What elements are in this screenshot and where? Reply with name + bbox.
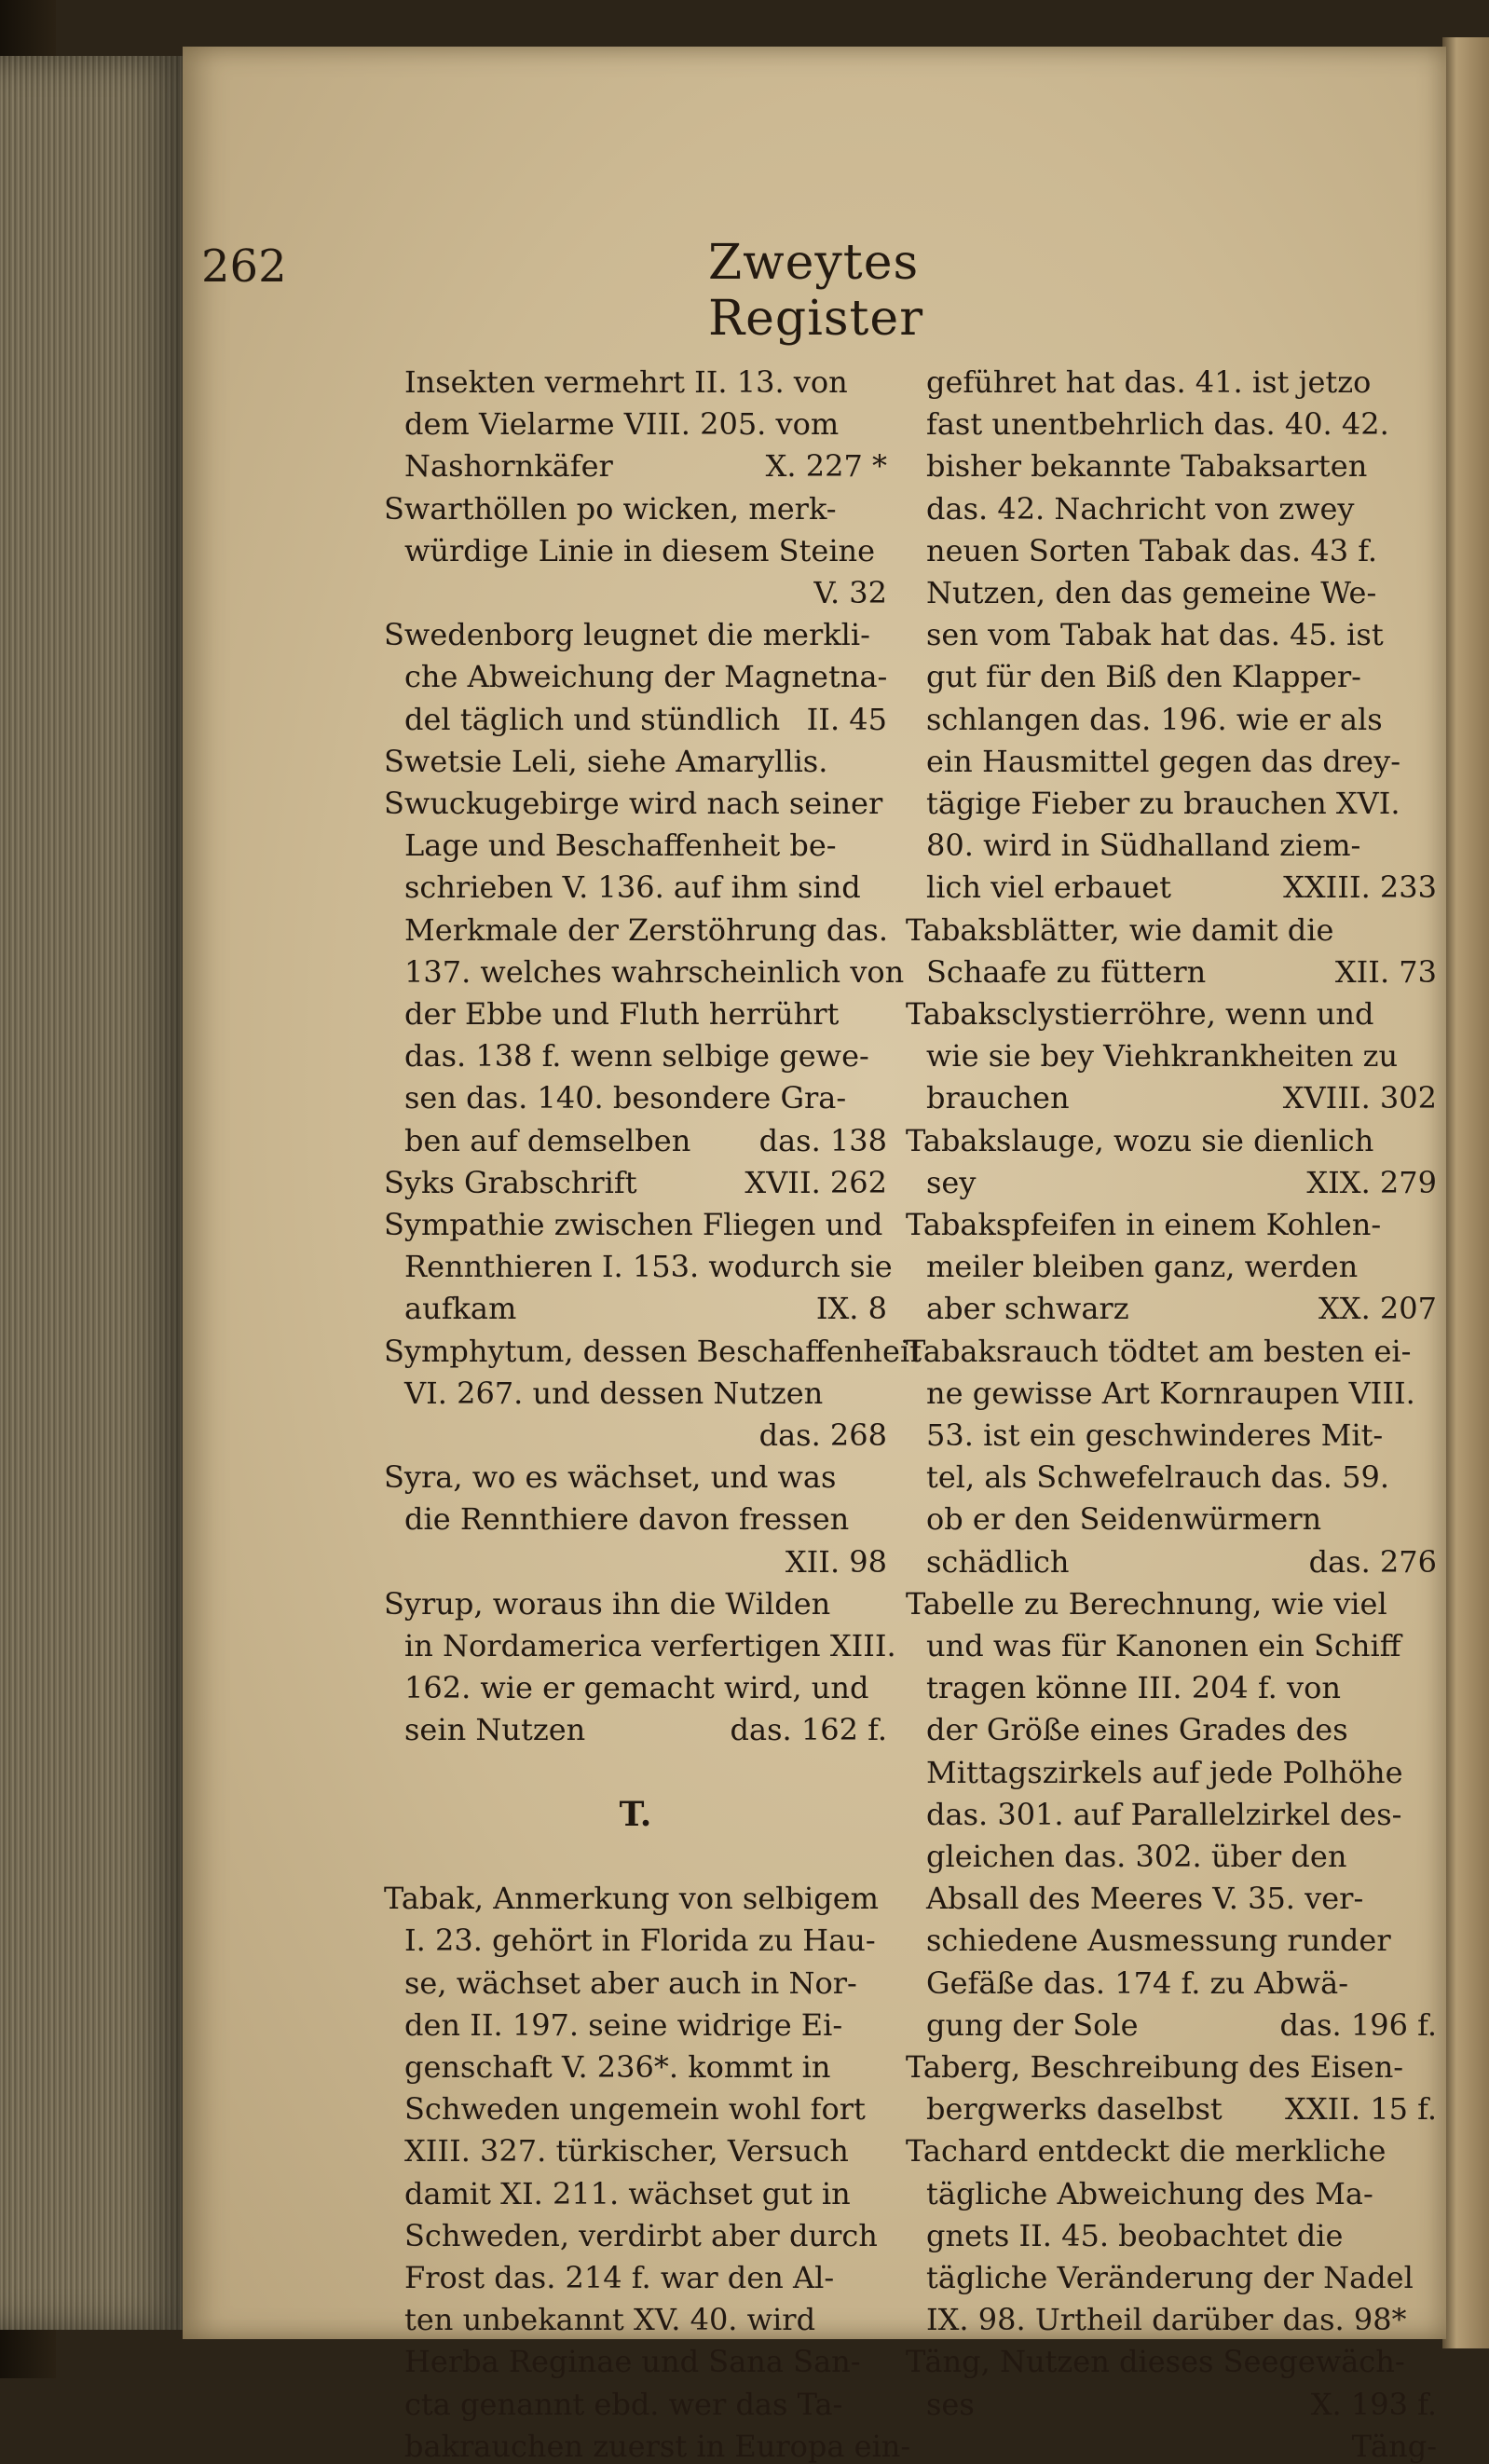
index-line: [384, 1039, 887, 1073]
index-line-reference: IX. 8: [815, 1291, 887, 1327]
index-line: [384, 2177, 887, 2211]
index-line: [384, 407, 887, 441]
index-line-text: 53. ist ein geschwinderes Mit-: [926, 1417, 1384, 1453]
index-line-text: del täglich und stündlich: [404, 701, 781, 737]
index-line: [906, 449, 1437, 483]
index-line-text: Gefäße das. 174 f. zu Abwä-: [926, 1964, 1349, 2001]
index-line-text: sen das. 140. besondere Gra-: [404, 1080, 847, 1116]
index-line: [906, 2345, 1437, 2378]
index-line-text: schrieben V. 136. auf ihm sind: [404, 869, 861, 906]
index-line-reference: XXIII. 233: [1283, 869, 1437, 906]
index-line: [906, 1882, 1437, 1915]
index-line: [384, 2092, 887, 2126]
index-line-reference: X. 193 f.: [1310, 2386, 1437, 2422]
index-line-text: ne gewisse Art Kornraupen VIII.: [926, 1375, 1415, 1411]
index-line-reference: XVIII. 302: [1282, 1080, 1437, 1116]
index-line-text: che Abweichung der Magnetna-: [404, 659, 888, 695]
index-line-text: 80. wird in Südhalland ziem-: [926, 828, 1361, 864]
index-line: [906, 1124, 1437, 1157]
index-line-text: gut für den Biß den Klapper-: [926, 659, 1361, 695]
index-line: [384, 2008, 887, 2042]
index-line-text: Schweden, verdirbt aber durch: [404, 2217, 878, 2253]
index-line: [384, 997, 887, 1031]
index-line-reference: XX. 207: [1318, 1291, 1437, 1327]
index-line-text: ses: [926, 2386, 975, 2422]
index-line: [906, 1545, 1437, 1579]
index-line-text: Lage und Beschaffenheit be-: [404, 828, 837, 864]
index-line-reference: das. 138: [758, 1122, 887, 1158]
index-line-text: meiler bleiben ganz, werden: [926, 1249, 1359, 1285]
index-line-text: Swetsie Leli, siehe Amaryllis.: [384, 743, 828, 779]
index-line-text: Tachard entdeckt die merkliche: [906, 2133, 1387, 2170]
index-line-reference: X. 227 *: [765, 448, 887, 485]
index-line: [906, 2430, 1437, 2463]
index-line: [906, 1966, 1437, 2000]
index-line: [384, 2388, 887, 2421]
index-line-text: Nutzen, den das gemeine We-: [926, 575, 1377, 610]
index-line-text: Tabak, Anmerkung von selbigem: [384, 1881, 879, 1917]
index-line: [906, 2092, 1437, 2126]
index-line-text: 162. wie er gemacht wird, und: [404, 1670, 869, 1706]
index-line: [906, 618, 1437, 651]
index-line-text: XIII. 327. türkischer, Versuch: [404, 2133, 849, 2170]
index-line-text: Frost das. 214 f. war den Al-: [404, 2260, 835, 2295]
index-line: [384, 618, 887, 651]
index-line-reference: Täng-: [1351, 2428, 1437, 2464]
index-line: [906, 703, 1437, 736]
index-line-text: und was für Kanonen ein Schiff: [926, 1628, 1401, 1663]
index-line: [384, 492, 887, 526]
index-line-text: gung der Sole: [926, 2006, 1139, 2043]
index-line: [906, 1671, 1437, 1704]
index-line: [906, 407, 1437, 441]
index-line: [384, 870, 887, 904]
index-line: [906, 1460, 1437, 1494]
index-line-text: Mittagszirkels auf jede Polhöhe: [926, 1754, 1403, 1790]
index-line-text: das. 138 f. wenn selbige gewe-: [404, 1038, 869, 1075]
index-line-text: VI. 267. und dessen Nutzen: [404, 1375, 824, 1411]
index-line-reference: XVII. 262: [744, 1164, 887, 1200]
index-line-text: cta genannt ebd. wer das Ta-: [404, 2386, 843, 2422]
index-line-text: lich viel erbauet: [926, 869, 1172, 906]
index-line: [384, 365, 887, 399]
index-line: [384, 2050, 887, 2084]
index-line: [384, 1840, 887, 1873]
index-line-text: sein Nutzen: [404, 1712, 586, 1748]
page-block-edge: [0, 56, 191, 2330]
index-line-text: ten unbekannt XV. 40. wird: [404, 2302, 816, 2338]
index-line: [906, 913, 1437, 947]
index-line-text: ob er den Seidenwürmern: [926, 1501, 1322, 1538]
index-line: [906, 534, 1437, 568]
index-line-text: tägliche Veränderung der Nadel: [926, 2260, 1414, 2295]
index-line-text: neuen Sorten Tabak das. 43 f.: [926, 532, 1378, 568]
index-line-text: Syra, wo es wächset, und was: [384, 1459, 837, 1496]
index-line: [384, 1376, 887, 1410]
index-line-text: T.: [619, 1794, 652, 1834]
index-line: [906, 745, 1437, 778]
index-line-text: geführet hat das. 41. ist jetzo: [926, 364, 1372, 400]
index-line: [384, 828, 887, 862]
index-line-text: Symphytum, dessen Beschaffenheit: [384, 1333, 922, 1369]
index-line: [384, 2219, 887, 2252]
index-line: [906, 1335, 1437, 1368]
index-line: [906, 2134, 1437, 2168]
index-line: [906, 1756, 1437, 1789]
index-line-reference: V. 32: [813, 575, 887, 610]
index-line-text: bisher bekannte Tabaksarten: [926, 448, 1368, 485]
index-line: [906, 1039, 1437, 1073]
index-line-text: das. 301. auf Parallelzirkel des-: [926, 1796, 1402, 1832]
index-line: [384, 1882, 887, 1915]
index-line-text: aufkam: [404, 1291, 517, 1327]
index-line: [384, 2428, 911, 2464]
index-line-text: der Ebbe und Fluth herrührt: [404, 996, 840, 1032]
index-line-reference: das. 268: [758, 1417, 887, 1453]
index-line: [384, 1460, 887, 1494]
index-line-text: 137. welches wahrscheinlich von: [404, 953, 905, 990]
index-line-reference: XXII. 15 f.: [1285, 2091, 1437, 2128]
index-line-text: Merkmale der Zerstöhrung das.: [404, 911, 888, 948]
index-line-text: in Nordamerica verfertigen XIII.: [404, 1628, 896, 1663]
index-line-text: Tabakspfeifen in einem Kohlen-: [906, 1207, 1382, 1242]
index-line-text: sen vom Tabak hat das. 45. ist: [926, 617, 1384, 653]
index-line-text: Swarthöllen po wicken, merk-: [384, 490, 837, 527]
index-line-reference: XIX. 279: [1306, 1164, 1437, 1200]
index-line-text: würdige Linie in diesem Steine: [404, 532, 876, 568]
index-line: [906, 1081, 1437, 1115]
index-line: [384, 953, 905, 990]
index-line: [906, 1629, 1437, 1663]
index-line: [384, 1923, 887, 1957]
index-line: [384, 703, 887, 736]
index-line: [906, 2388, 1437, 2421]
index-line-text: ein Hausmittel gegen das drey-: [926, 743, 1400, 779]
index-line-text: sey: [926, 1164, 977, 1200]
index-line-reference: II. 45: [806, 701, 887, 737]
running-head: Zweytes Register: [708, 235, 924, 347]
index-line-text: brauchen: [926, 1080, 1070, 1116]
index-line: [906, 1587, 1437, 1621]
index-line: [384, 1628, 896, 1663]
index-line: [906, 1292, 1437, 1325]
index-line: [384, 1794, 887, 1834]
index-line-reference: XII. 98: [785, 1543, 887, 1580]
index-line-text: IX. 98. Urtheil darüber das. 98*: [926, 2302, 1407, 2338]
index-line: [384, 1124, 887, 1157]
index-line-text: wie sie bey Viehkrankheiten zu: [926, 1038, 1399, 1075]
index-line-text: damit XI. 211. wächset gut in: [404, 2175, 851, 2211]
index-line: [384, 913, 887, 947]
index-line-reference: das. 276: [1308, 1543, 1437, 1580]
index-line: [384, 449, 887, 483]
index-line-text: dem Vielarme VIII. 205. vom: [404, 406, 840, 443]
index-line: [906, 1798, 1437, 1831]
index-line: [384, 1166, 887, 1199]
index-line: [906, 1166, 1437, 1199]
index-line-text: Tabaksclystierröhre, wenn und: [906, 996, 1374, 1032]
index-line-text: Täng, Nutzen dieses Seegewäch-: [906, 2344, 1405, 2380]
index-line: [906, 997, 1437, 1031]
index-line: [906, 365, 1437, 399]
index-line-reference: das. 162 f.: [730, 1712, 887, 1748]
index-line-text: gleichen das. 302. über den: [926, 1839, 1347, 1874]
index-line-text: se, wächset aber auch in Nor-: [404, 1964, 857, 2001]
index-line-text: schlangen das. 196. wie er als: [926, 701, 1383, 737]
index-line-text: genschaft V. 236*. kommt in: [404, 2049, 831, 2085]
index-line: [384, 1502, 887, 1536]
index-line-text: Absall des Meeres V. 35. ver-: [926, 1881, 1364, 1917]
index-line: [384, 745, 887, 778]
index-line: [906, 870, 1437, 904]
index-line-text: Tabaksblätter, wie damit die: [906, 911, 1334, 948]
index-line: [384, 1545, 887, 1579]
index-line: [384, 1333, 922, 1369]
index-line: [384, 2345, 887, 2378]
index-line-text: Syrup, woraus ihn die Wilden: [384, 1585, 831, 1622]
index-line: [906, 1376, 1437, 1410]
index-line: [384, 1249, 893, 1285]
index-line: [384, 787, 887, 820]
index-line: [906, 1923, 1437, 1957]
index-line: [906, 576, 1437, 609]
index-line-text: Schweden ungemein wohl fort: [404, 2091, 866, 2128]
index-line-text: tel, als Schwefelrauch das. 59.: [926, 1459, 1389, 1496]
index-line-text: Swedenborg leugnet die merkli-: [384, 617, 870, 653]
index-line: [906, 955, 1437, 989]
index-line: [384, 534, 887, 568]
index-line-text: bergwerks daselbst: [926, 2091, 1223, 2128]
index-line: [384, 1966, 887, 2000]
index-line: [384, 1418, 887, 1452]
index-line-text: Taberg, Beschreibung des Eisen-: [906, 2049, 1404, 2085]
index-line-text: Insekten vermehrt II. 13. von: [404, 364, 848, 400]
index-line: [906, 787, 1437, 820]
index-line: [906, 660, 1437, 693]
index-line-text: tägige Fieber zu brauchen XVI.: [926, 786, 1400, 821]
index-line: [906, 1250, 1437, 1283]
index-line-reference: das. 196 f.: [1279, 2006, 1437, 2043]
index-line-text: Nashornkäfer: [404, 448, 613, 485]
index-line: [384, 1671, 887, 1704]
next-page-edge: [1442, 37, 1489, 2348]
index-line: [906, 1208, 1437, 1241]
index-line-text: aber schwarz: [926, 1291, 1129, 1327]
index-line: [384, 2303, 887, 2336]
index-line-text: gnets II. 45. beobachtet die: [926, 2217, 1344, 2253]
index-line-text: Tabaksrauch tödtet am besten ei-: [906, 1333, 1412, 1369]
index-line-text: Herba Reginae und Sana San-: [404, 2344, 861, 2380]
index-line: [384, 1292, 887, 1325]
index-line-text: schädlich: [926, 1543, 1070, 1580]
index-line: [906, 1713, 1437, 1746]
index-line-text: Schaafe zu füttern: [926, 953, 1207, 990]
index-line: [384, 576, 887, 609]
index-line: [906, 828, 1437, 862]
index-line: [384, 660, 887, 693]
index-line-text: Rennthieren I. 153. wodurch sie: [404, 1249, 893, 1285]
index-line-text: Swuckugebirge wird nach seiner: [384, 786, 883, 821]
index-line: [384, 1713, 887, 1746]
index-line: [384, 2261, 887, 2294]
page-number: 262: [201, 240, 287, 293]
index-line-text: fast unentbehrlich das. 40. 42.: [926, 406, 1389, 443]
index-line-text: die Rennthiere davon fressen: [404, 1501, 850, 1538]
index-line: [906, 492, 1437, 526]
index-line-text: tägliche Abweichung des Ma-: [926, 2175, 1373, 2211]
index-line-text: Syks Grabschrift: [384, 1164, 637, 1200]
index-line-text: ben auf demselben: [404, 1122, 691, 1158]
index-line: [906, 2050, 1437, 2084]
index-line-text: I. 23. gehört in Florida zu Hau-: [404, 1923, 876, 1959]
index-line: [384, 1756, 887, 1789]
index-line-text: schiedene Ausmessung runder: [926, 1923, 1391, 1959]
index-line: [384, 1208, 887, 1241]
index-line-text: bakrauchen zuerst in Europa ein-: [404, 2428, 911, 2464]
index-line: [384, 1587, 887, 1621]
index-line-text: Tabakslauge, wozu sie dienlich: [906, 1122, 1374, 1158]
index-line-text: tragen könne III. 204 f. von: [926, 1670, 1341, 1706]
index-line: [906, 1502, 1437, 1536]
index-line: [906, 2261, 1437, 2294]
index-line: [906, 2008, 1437, 2042]
index-line: [906, 2219, 1437, 2252]
index-line-text: den II. 197. seine widrige Ei-: [404, 2006, 843, 2043]
index-line: [906, 1840, 1437, 1873]
index-line: [906, 2303, 1437, 2336]
index-line: [906, 2177, 1437, 2211]
index-line: [906, 1418, 1437, 1452]
index-line-text: Tabelle zu Berechnung, wie viel: [906, 1585, 1387, 1622]
index-line-reference: XII. 73: [1334, 953, 1437, 990]
index-line-text: Sympathie zwischen Fliegen und: [384, 1207, 883, 1242]
index-line-text: das. 42. Nachricht von zwey: [926, 490, 1355, 527]
index-line-text: der Größe eines Grades des: [926, 1712, 1348, 1748]
index-line: [384, 2134, 887, 2168]
index-line: [384, 1081, 887, 1115]
